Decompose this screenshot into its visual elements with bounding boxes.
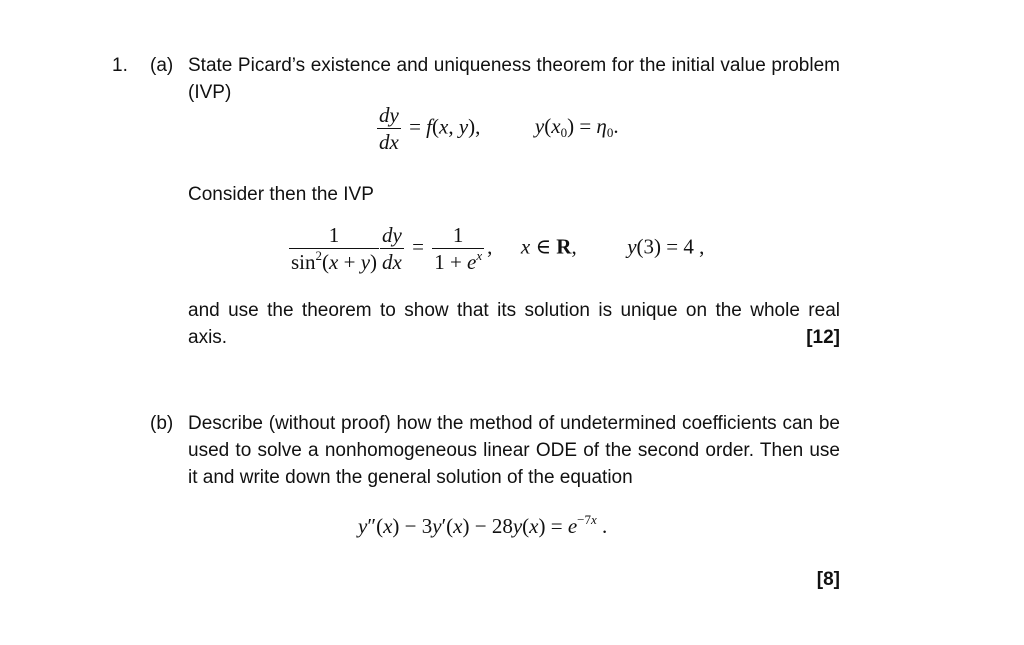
part-b-text-1: Describe (without proof) how the method of undetermined coefficients can be used to solve a nonhomogeneous linear ODE of the second order. Then use it and write down the general solution of the equation xyxy=(188,413,840,488)
part-b-marks: [8] xyxy=(816,569,840,590)
question-number: 1. xyxy=(112,55,128,76)
part-b-label: (b) xyxy=(150,413,174,434)
equation-ivp: $\frac{dy}{dx}$ = f(x, y), $y(x_0) = \eta_0$. xyxy=(379,103,619,154)
part-a-marks: [12] xyxy=(806,327,840,348)
part-a-text-1: State Picard’s existence and uniqueness theorem for the initial value problem (IVP) xyxy=(188,55,840,103)
equation-ode: $y''(x) - 3y'(x) - 28y(x) = e^{-7x}$ . xyxy=(358,512,608,538)
part-a-text-2: Consider then the IVP xyxy=(188,184,374,205)
part-a-text-3: and use the theorem to show that its solution is unique on the whole real axis. xyxy=(188,300,840,348)
part-a-label: (a) xyxy=(150,55,174,76)
equation-ivp-specific: $\frac{1}{\sin^2(x + y)}$ $\frac{dy}{dx}$ = $\frac{1}{1 + e^x}$ , x ∈ R, y(3) = 4 , xyxy=(291,223,705,274)
